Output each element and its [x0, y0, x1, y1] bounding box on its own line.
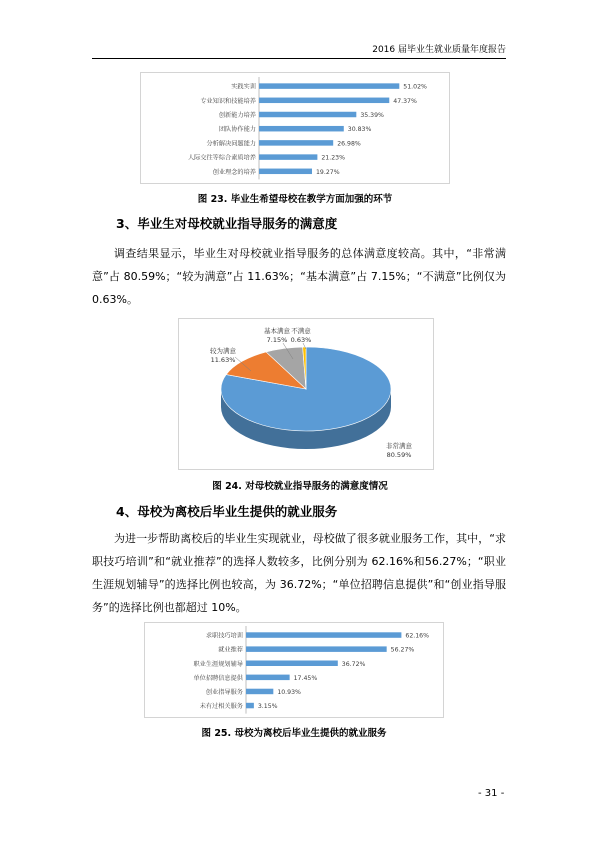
chart-23-category-label: 专业知识和技能培养 — [200, 97, 256, 105]
chart-25-value-label: 3.15% — [257, 703, 278, 711]
chart-25-bar — [246, 703, 254, 709]
chart-23-value-label: 30.83% — [347, 126, 372, 134]
chart-24-frame — [178, 318, 434, 470]
chart-25-bar — [246, 646, 387, 652]
chart-23-value-label: 51.02% — [403, 83, 427, 91]
chart-24-slice-value: 11.63% — [210, 356, 236, 364]
chart-23-bar — [259, 140, 333, 146]
chart-23-category-label: 人际交往等综合素质培养 — [187, 154, 256, 162]
chart-23-value-label: 35.39% — [360, 112, 384, 119]
chart-25-bar — [246, 675, 290, 681]
chart-24-slice-value: 7.15% — [266, 336, 288, 344]
chart-23-value-label: 19.27% — [315, 168, 340, 176]
section-4-paragraph: 为进一步帮助离校后的毕业生实现就业，母校做了很多就业服务工作，其中，“求职技巧培训”和“就业推荐”的选择人数较多，比例分别为 62.16%和56.27%；“职业生涯规划辅导”的选择比例也较高，为 36.72%；“单位招聘信息提供”和“创业指导服务”的选择比例也都超过 10%。 — [92, 532, 506, 614]
chart-24-slice-name: 不满意 — [291, 327, 311, 335]
chart-24-slice-value: 80.59% — [386, 451, 412, 459]
chart-23-category-label: 团队协作能力 — [218, 126, 256, 134]
chart-25-bar — [246, 661, 338, 667]
chart-25-frame — [144, 622, 444, 718]
chart-23-caption: 图 23. 毕业生希望母校在教学方面加强的环节 — [197, 194, 393, 205]
chart-24-slice-name: 非常满意 — [386, 442, 412, 450]
chart-23-bar — [259, 169, 312, 175]
section-3-heading: 3、毕业生对母校就业指导服务的满意度 — [116, 216, 338, 231]
chart-25-category-label: 未有过相关服务 — [199, 703, 243, 711]
chart-23-value-label: 21.23% — [321, 154, 345, 162]
chart-25-category-label: 职业生涯规划辅导 — [193, 660, 243, 668]
chart-25-category-label: 就业推荐 — [218, 646, 243, 654]
section-3-paragraph: 调查结果显示，毕业生对母校就业指导服务的总体满意度较高。其中，“非常满意”占 80.59%；“较为满意”占 11.63%；“基本满意”占 7.15%；“不满意”比例仅为 0.63%。 — [92, 247, 506, 306]
chart-25-value-label: 36.72% — [341, 660, 366, 668]
chart-25-category-label: 创业指导服务 — [205, 688, 243, 696]
chart-25-category-label: 求职技巧培训 — [205, 632, 243, 640]
chart-23-category-label: 创业理念的培养 — [212, 168, 256, 176]
chart-25 — [145, 623, 443, 717]
chart-25-value-label: 10.93% — [277, 688, 301, 696]
page-header — [92, 43, 506, 59]
chart-23-value-label: 26.98% — [337, 140, 361, 148]
chart-25-value-label: 62.16% — [405, 632, 429, 640]
chart-25-bar — [246, 689, 273, 695]
report-title: 2016 届毕业生就业质量年度报告 — [372, 45, 506, 55]
chart-23-category-label: 实践实训 — [231, 83, 256, 91]
chart-23 — [141, 73, 449, 183]
chart-23-bar — [259, 83, 399, 89]
chart-24-slice-value: 0.63% — [290, 336, 312, 344]
chart-23-bar — [259, 126, 344, 132]
chart-24-slice-name: 基本满意 — [264, 327, 290, 335]
chart-24-slice-name: 较为满意 — [210, 347, 236, 355]
chart-24 — [179, 319, 433, 469]
chart-23-category-label: 创新能力培养 — [218, 112, 256, 119]
chart-25-category-label: 单位招聘信息提供 — [193, 674, 243, 682]
chart-24-caption: 图 24. 对母校就业指导服务的满意度情况 — [212, 481, 388, 492]
chart-23-bar — [259, 98, 389, 104]
chart-25-value-label: 17.45% — [293, 674, 318, 682]
chart-23-bar — [259, 154, 317, 160]
chart-23-frame — [140, 72, 450, 184]
chart-25-value-label: 56.27% — [390, 646, 415, 654]
chart-23-value-label: 47.37% — [393, 97, 417, 105]
section-4-heading: 4、母校为离校后毕业生提供的就业服务 — [116, 504, 338, 519]
chart-23-category-label: 分析解决问题能力 — [206, 140, 256, 148]
chart-25-caption: 图 25. 母校为离校后毕业生提供的就业服务 — [201, 728, 387, 739]
chart-25-bar — [246, 632, 401, 638]
page-number: - 31 - — [478, 788, 505, 799]
chart-23-bar — [259, 112, 356, 118]
